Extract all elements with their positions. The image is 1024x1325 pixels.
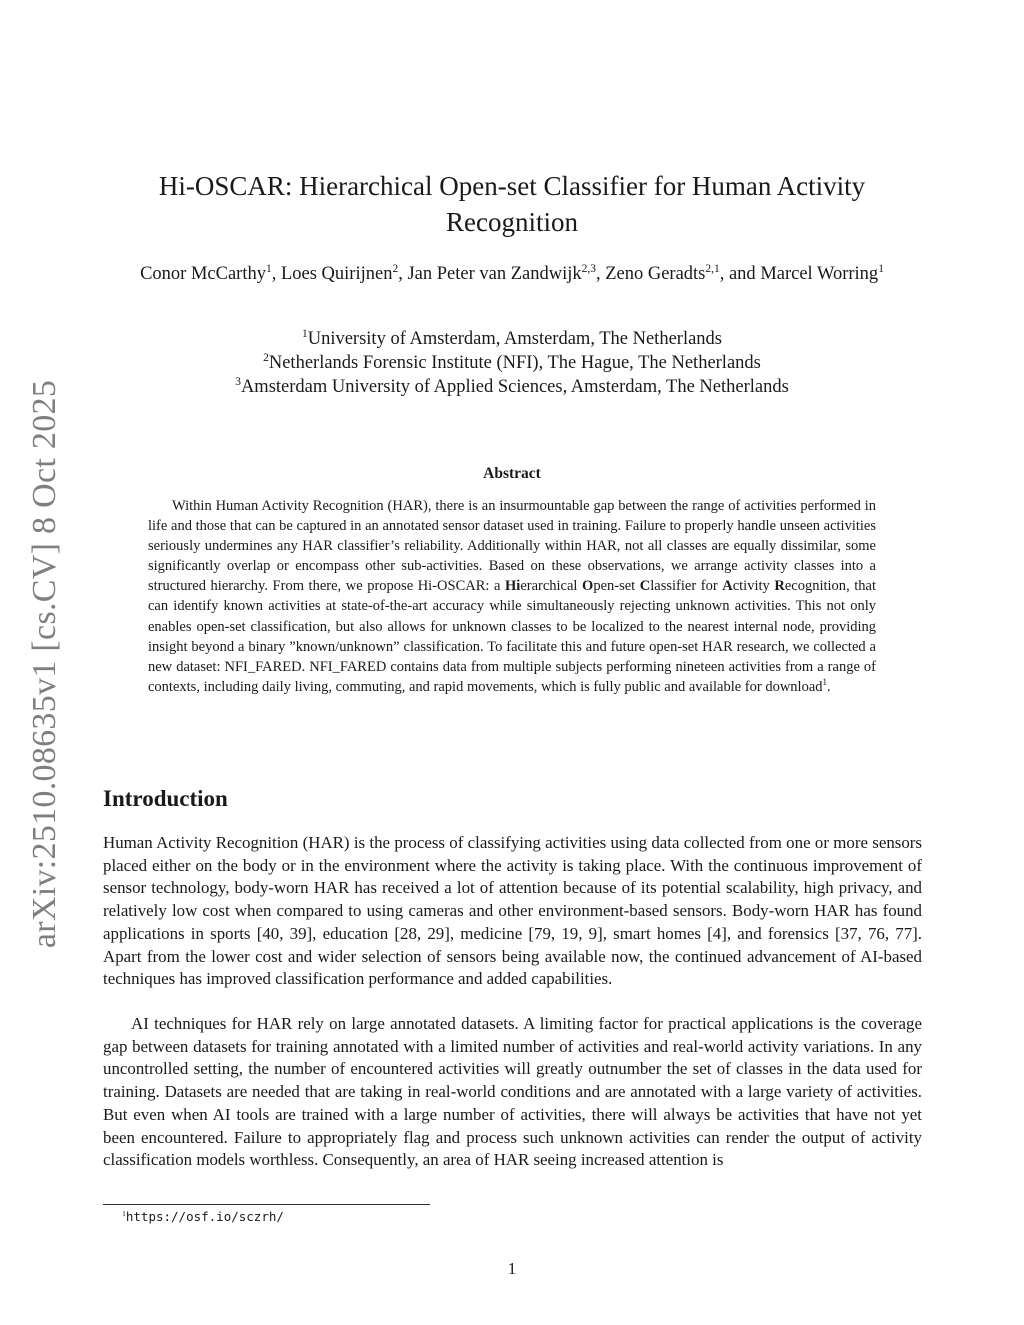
author-separator: ,	[271, 264, 281, 284]
footnote	[122, 1209, 284, 1224]
author: Conor McCarthy	[140, 264, 266, 284]
affiliation-list	[100, 327, 924, 399]
body-paragraph: Human Activity Recognition (HAR) is the process of classifying activities using data collected from one or more sensors placed either on the body or in the environment where the activity is taking place. With the continuous improvement of sensor technology, body-worn HAR has received a lot of attention because of its potential scalability, high privacy, and relatively low cost when compared to using cameras and other environment-based sensors. Body-worn HAR has found applications in sports [40, 39], education [28, 29], medicine [79, 19, 9], smart homes [4], and forensics [37, 76, 77]. Apart from the lower cost and wider selection of sensors being available now, the continued advancement of AI-based techniques has improved classification performance and added capabilities.	[103, 833, 922, 989]
footnote-mark: 1	[822, 677, 828, 688]
footnote-rule	[103, 1204, 430, 1205]
author: Zeno Geradts	[605, 264, 706, 284]
author-affiliation-mark: 2,1	[705, 262, 720, 275]
author-separator: ,	[398, 264, 408, 284]
author-affiliation-mark: 2	[392, 262, 399, 275]
author-list	[100, 262, 924, 287]
arxiv-identifier: arXiv:2510.08635v1 [cs.CV] 8 Oct 2025	[26, 379, 63, 949]
section-heading-introduction: Introduction	[103, 786, 228, 811]
page-number: 1	[507, 1259, 517, 1278]
author-affiliation-mark: 1	[265, 262, 272, 275]
author-separator: , and	[719, 264, 761, 284]
abstract-heading: Abstract	[483, 465, 541, 482]
footnote-link[interactable]: https://osf.io/sczrh/	[125, 1209, 284, 1224]
affiliation: $^2$Netherlands Forensic Institute (NFI), The Hague, The Netherlands	[263, 351, 761, 373]
author-separator: ,	[595, 264, 606, 284]
affiliation: $^1$University of Amsterdam, Amsterdam, The Netherlands	[301, 327, 722, 349]
affiliation: $^3$Amsterdam University of Applied Sciences, Amsterdam, The Netherlands	[235, 375, 789, 397]
footnote-number: 1	[122, 1208, 126, 1218]
author: Marcel Worring	[760, 264, 879, 284]
paper-title: Hi-OSCAR: Hierarchical Open-set Classifier for Human Activity Recognition	[158, 171, 866, 237]
author: Loes Quirijnen	[280, 264, 393, 284]
author: Jan Peter van Zandwijk	[407, 264, 582, 284]
author-affiliation-mark: 1	[878, 262, 884, 275]
abstract-text: Within Human Activity Recognition (HAR), there is an insurmountable gap between the range of activities performed in life and those that can be captured in an annotated sensor dataset used in training. Failure to properly handle unseen activities seriously undermines any HAR classifier’s reliability. Additionally within HAR, not all classes are equally dissimilar, some significantly overlap or encompass other sub-activities. Based on these observations, we arrange activity classes into a structured hierarchy. From there, we propose Hi-OSCAR: a Hierarchical Open-set Classifier for Activity Recognition, that can identify known activities at state-of-the-art accuracy while simultaneously rejecting unknown activities. This not only enables open-set classification, but also allows for unknown classes to be localized to the nearest internal node, providing insight beyond a binary ”known/unknown” classification. To facilitate this and future open-set HAR research, we collected a new dataset: NFI_FARED. NFI_FARED contains data from multiple subjects performing nineteen activities from a range of contexts, including daily living, commuting, and rapid movements, which is fully public and available for download$^1$.	[148, 498, 877, 695]
author-affiliation-mark: 2,3	[581, 262, 596, 275]
body-paragraph: AI techniques for HAR rely on large annotated datasets. A limiting factor for practical applications is the coverage gap between datasets for training annotated with a limited number of activities and real-world activity variations. In any uncontrolled setting, the number of encountered activities will greatly outnumber the set of classes in the data used for training. Datasets are needed that are taking in real-world conditions and are annotated with a large variety of activities. But even when AI tools are trained with a large number of activities, there will always be activities that have not yet been encountered. Failure to appropriately flag and process such unknown activities can render the output of activity classification models worthless. Consequently, an area of HAR seeing increased attention is	[103, 1014, 922, 1170]
